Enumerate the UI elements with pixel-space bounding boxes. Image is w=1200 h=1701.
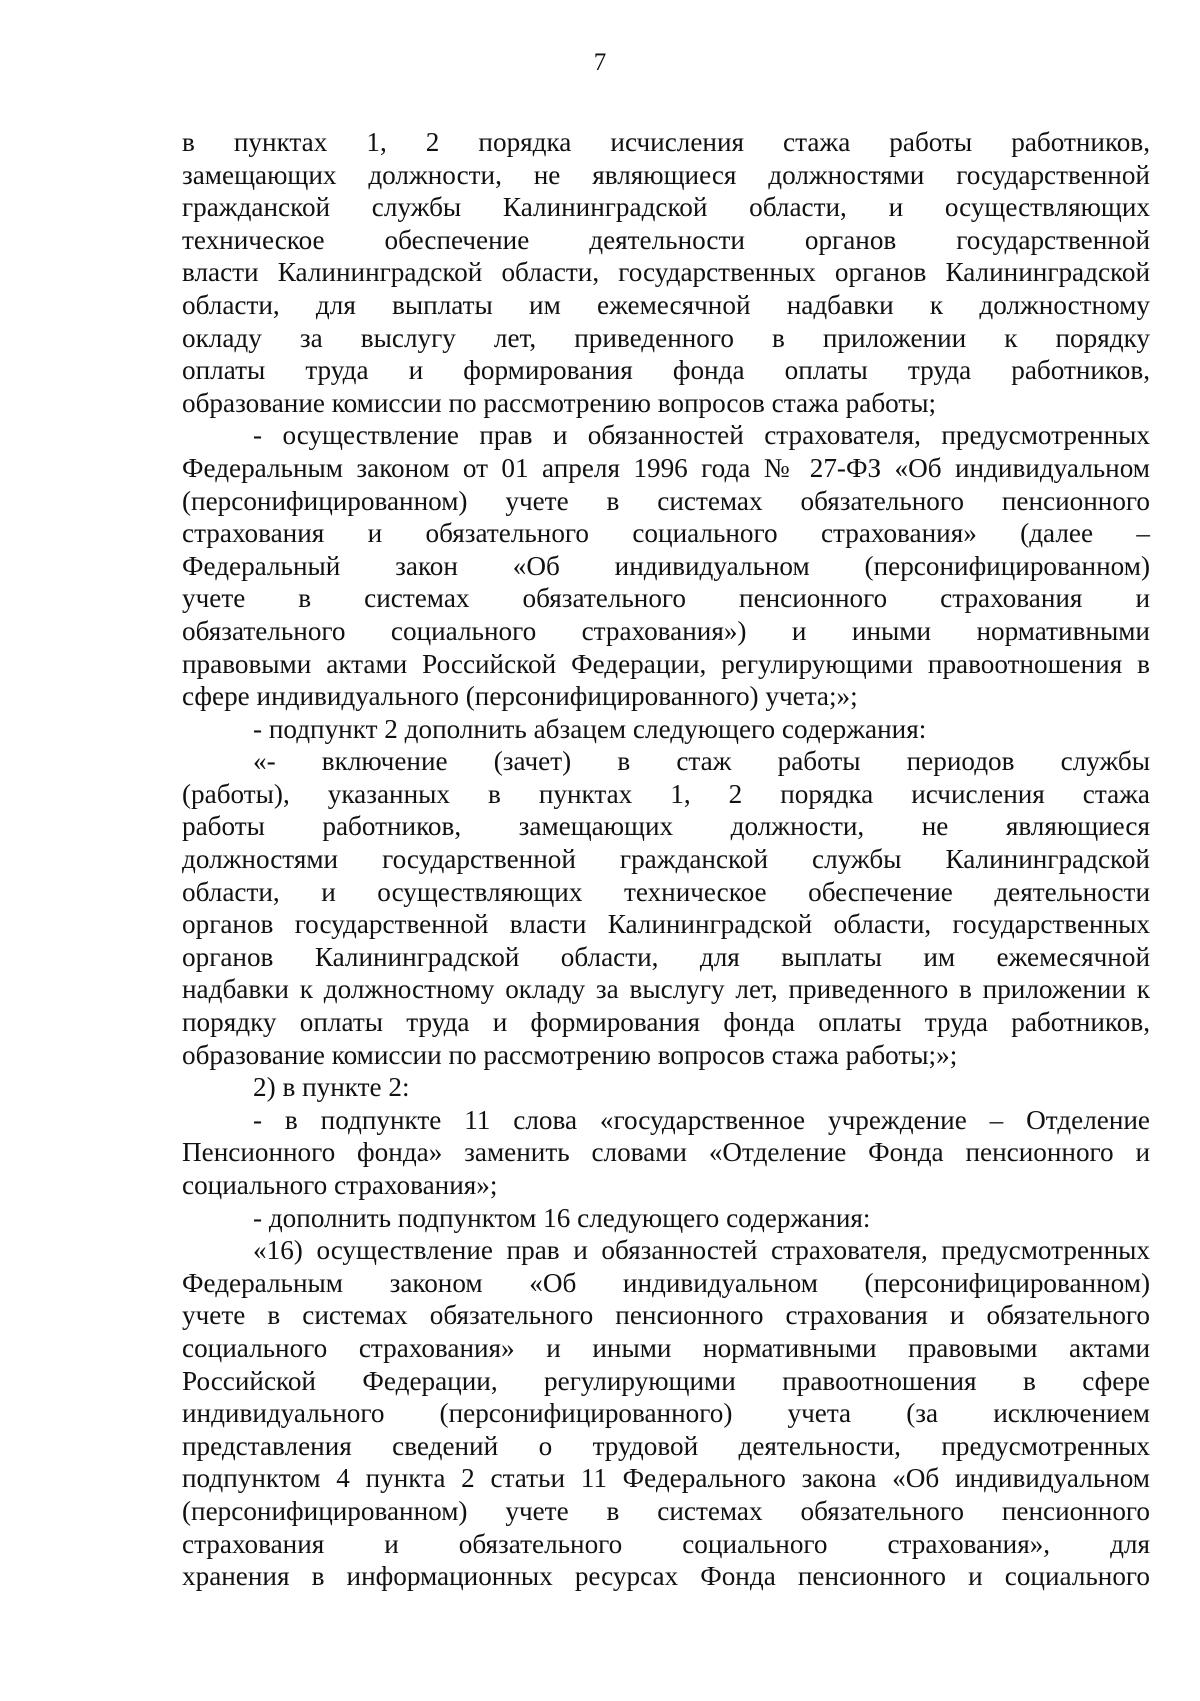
text-line: порядку оплаты труда и формирования фонда оплаты труда работников, (182, 1007, 1150, 1038)
text-line: должностями государственной гражданской службы Калининградской (182, 844, 1150, 875)
text-line: власти Калининградской области, государственных органов Калининградской (182, 257, 1150, 288)
text-line: страхования и обязательного социального страхования», для (182, 1528, 1150, 1559)
text-line: образование комиссии по рассмотрению вопросов стажа работы; (182, 387, 937, 418)
text-line: сфере индивидуального (персонифицированного) учета;»; (182, 681, 858, 712)
text-line: учете в системах обязательного пенсионного страхования и обязательного (182, 1300, 1150, 1331)
document-body (182, 126, 1150, 1593)
text-line: техническое обеспечение деятельности органов государственной (182, 224, 1150, 255)
text-line: индивидуального (персонифицированного) учета (за исключением (182, 1398, 1150, 1429)
text-line: образование комиссии по рассмотрению вопросов стажа работы;»; (182, 1039, 958, 1070)
text-line: обязательного социального страхования») и иными нормативными (182, 615, 1150, 646)
text-line: учете в системах обязательного пенсионного страхования и (182, 583, 1150, 614)
text-line: оплаты труда и формирования фонда оплаты труда работников, (182, 355, 1150, 386)
text-line: замещающих должности, не являющиеся должностями государственной (182, 159, 1150, 190)
page-number: 7 (593, 49, 607, 76)
text-line: (работы), указанных в пунктах 1, 2 порядка исчисления стажа (182, 778, 1150, 809)
text-line: гражданской службы Калининградской области, и осуществляющих (182, 192, 1150, 223)
text-line: Российской Федерации, регулирующими правоотношения в сфере (182, 1365, 1150, 1396)
text-line: - подпункт 2 дополнить абзацем следующего содержания: (253, 713, 927, 744)
text-line: области, для выплаты им ежемесячной надбавки к должностному (182, 289, 1150, 320)
text-line: Федеральный закон «Об индивидуальном (персонифицированном) (182, 550, 1150, 581)
text-line: области, и осуществляющих техническое обеспечение деятельности (182, 876, 1150, 907)
text-line: в пунктах 1, 2 порядка исчисления стажа работы работников, (182, 127, 1150, 157)
text-line: (персонифицированном) учете в системах обязательного пенсионного (182, 1495, 1150, 1526)
text-line: Федеральным законом «Об индивидуальном (персонифицированном) (182, 1267, 1150, 1298)
text-line: «16) осуществление прав и обязанностей страхователя, предусмотренных (253, 1235, 1150, 1266)
text-line: социального страхования» и иными нормативными правовыми актами (182, 1332, 1150, 1363)
text-line: Федеральным законом от 01 апреля 1996 года № 27-ФЗ «Об индивидуальном (182, 452, 1150, 483)
text-line: органов Калининградской области, для выплаты им ежемесячной (182, 941, 1150, 972)
text-line: - осуществление прав и обязанностей страхователя, предусмотренных (253, 420, 1150, 451)
text-line: Пенсионного фонда» заменить словами «Отделение Фонда пенсионного и (182, 1137, 1150, 1168)
text-line: органов государственной власти Калининградской области, государственных (182, 909, 1150, 940)
text-line: - дополнить подпунктом 16 следующего содержания: (253, 1202, 871, 1233)
text-line: - в подпункте 11 слова «государственное учреждение – Отделение (253, 1104, 1150, 1135)
text-line: социального страхования»; (182, 1170, 498, 1200)
text-line: правовыми актами Российской Федерации, регулирующими правоотношения в (182, 648, 1150, 679)
text-line: 2) в пункте 2: (253, 1072, 410, 1103)
text-line: представления сведений о трудовой деятельности, предусмотренных (182, 1430, 1150, 1461)
text-line: работы работников, замещающих должности, не являющиеся (182, 811, 1150, 842)
text-line: подпунктом 4 пункта 2 статьи 11 Федерального закона «Об индивидуальном (182, 1463, 1150, 1494)
text-line: хранения в информационных ресурсах Фонда пенсионного и социального (182, 1561, 1150, 1592)
text-line: надбавки к должностному окладу за выслугу лет, приведенного в приложении к (182, 974, 1150, 1005)
text-line: страхования и обязательного социального страхования» (далее – (182, 518, 1150, 549)
text-line: окладу за выслугу лет, приведенного в приложении к порядку (182, 322, 1150, 353)
text-line: (персонифицированном) учете в системах обязательного пенсионного (182, 485, 1150, 516)
text-line: «- включение (зачет) в стаж работы периодов службы (253, 746, 1150, 777)
